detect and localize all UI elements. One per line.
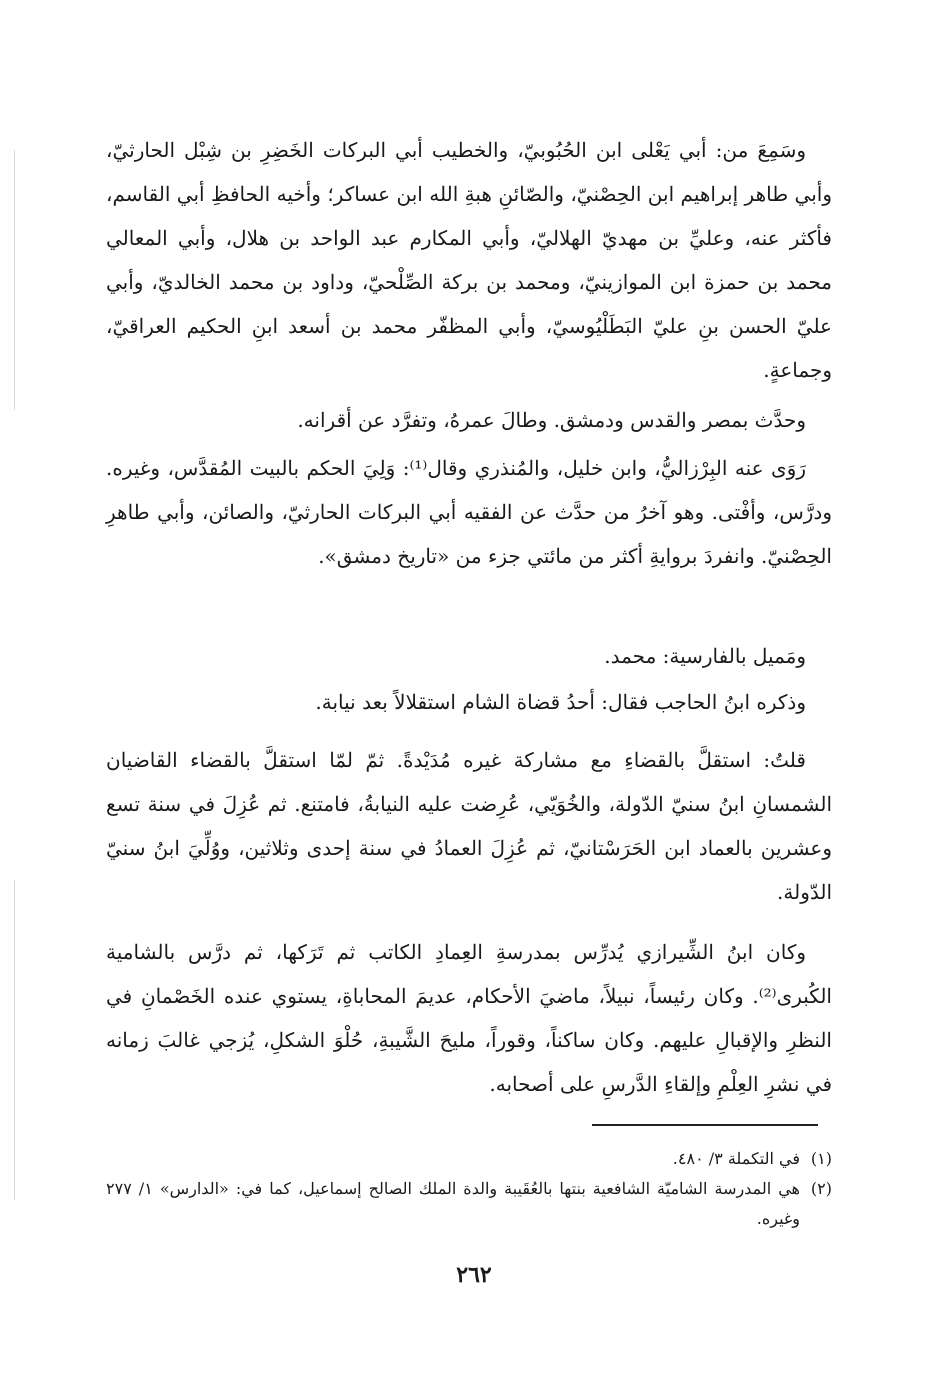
paragraph-text: وحدَّث بمصر والقدس ودمشق. وطالَ عمرهُ، وتفرَّد عن أقرانه. <box>297 408 806 432</box>
paragraph-text: رَوَى عنه البِرْزاليُّ، وابن خليل، والمُنذري وقال⁽¹⁾: وَلِيَ الحكم بالبيت المُقدَّس، وغيره. ودرَّس، وأفْتى. وهو آخرُ من حدَّث عن الفقيه أبي البركات الحارثيّ، والصائن، وأبي طاهرِ الحِصْنيّ. وانفردَ بروايةِ أكثر من مائتي جزء من «تاريخ دمشق». <box>106 456 832 568</box>
paragraph-students <box>106 446 832 578</box>
paragraph-text: قلتُ: استقلَّ بالقضاءِ مع مشاركة غيره مُدَيْدةً. ثمّ لمّا استقلَّ بالقضاء القاضيان الشمسانِ ابنُ سنيّ الدّولة، والخُوَيّي، عُرِضت عليه النيابةُ، فامتنع. ثم عُزِلَ في سنة تسع وعشرين بالعماد ابن الحَرَسْتانيّ، ثم عُزِلَ العمادُ في سنة إحدى وثلاثين، ووُلِّيَ ابنُ سنيّ الدّولة. <box>106 748 832 904</box>
footnote-text: في التكملة ٣/ ٤٨٠. <box>672 1149 800 1168</box>
page-number: ٢٦٢ <box>456 1262 492 1288</box>
footnote-number: (١) <box>810 1149 832 1168</box>
paragraph-ibn-hajib <box>106 680 832 724</box>
paragraph-text: وكان ابنُ الشِّيرازي يُدرِّس بمدرسةِ العِمادِ الكاتب ثم تَرَكها، ثم درَّس بالشامية الكُبرى⁽²⁾. وكان رئيساً، نبيلاً، ماضيَ الأحكام، عديمَ المحاباةِ، يستوي عنده الخَصْمانِ في النظرِ والإقبالِ عليهم. وكان ساكناً، وقوراً، مليحَ الشَّيبةِ، حُلْوَ الشكلِ، يُزجي غالبَ زمانه في نشرِ العِلْمِ وإلقاءِ الدَّرسِ على أصحابه. <box>106 940 832 1096</box>
footnote-item <box>106 1144 832 1174</box>
paragraph-text: ومَميل بالفارسية: محمد. <box>604 644 806 668</box>
paragraph-text: وذكره ابنُ الحاجب فقال: أحدُ قضاة الشام استقلالاً بعد نيابة. <box>315 690 806 714</box>
paragraph-name-meaning <box>106 634 832 678</box>
scan-edge-shadow <box>14 880 15 1200</box>
paragraph-teachers <box>106 128 832 392</box>
paragraph-narration <box>106 398 832 442</box>
paragraph-judgeship <box>106 738 832 914</box>
footnote-number: (٢) <box>810 1179 832 1198</box>
footnotes-section <box>106 1144 832 1234</box>
footnote-divider <box>592 1124 818 1126</box>
paragraph-text: وسَمِعَ من: أبي يَعْلى ابن الحُبُوبيّ، والخطيب أبي البركات الخَضِرِ بن شِبْل الحارثيّ، وأبي طاهر إبراهيم ابن الحِصْنيّ، والصّائنِ هبةِ الله ابن عساكر؛ وأخيه الحافظِ أبي القاسم، فأكثر عنه، وعليِّ بن مهديّ الهلاليّ، وأبي المكارم عبد الواحد بن هلال، وأبي المعالي محمد بن حمزة ابن الموازينيّ، ومحمد بن بركة الصِّلْحيّ، وداود بن محمد الخالديّ، وأبي عليّ الحسن بنِ عليّ البَطَلْيُوسيّ، وأبي المظفّر محمد بن أسعد ابنِ الحكيم العراقيّ، وجماعةٍ. <box>106 138 832 382</box>
footnote-item <box>106 1174 832 1234</box>
paragraph-teaching <box>106 930 832 1106</box>
scan-edge-shadow <box>14 150 15 410</box>
footnote-text: هي المدرسة الشاميّة الشافعية بنتها بالعُقَيبة والدة الملك الصالح إسماعيل، كما في: «الدارس» ١/ ٢٧٧ وغيره. <box>106 1179 800 1228</box>
